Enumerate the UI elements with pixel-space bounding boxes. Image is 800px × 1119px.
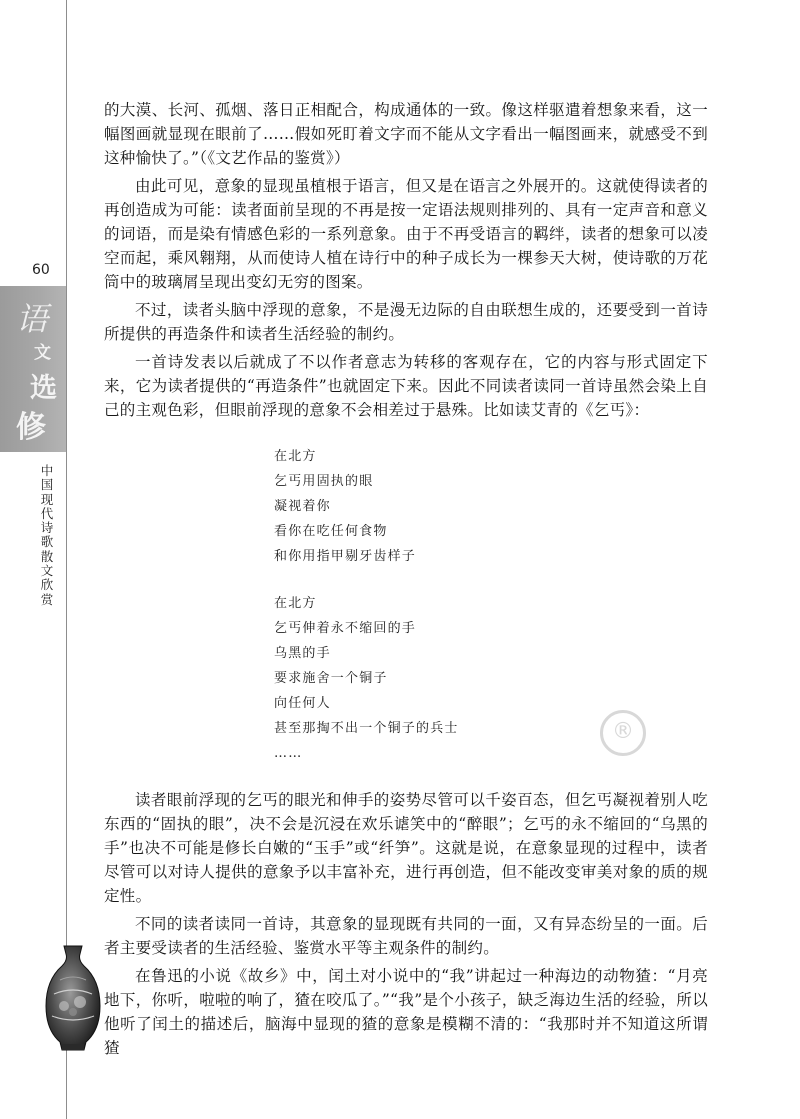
poem-line: 乞丐伸着永不缩回的手 <box>274 621 417 636</box>
poem-line: 看你在吃任何食物 <box>274 524 388 539</box>
paragraph: 不同的读者读同一首诗，其意象的显现既有共同的一面，又有异态纷呈的一面。后者主要受读者的生活经验、鉴赏水平等主观条件的制约。 <box>104 915 708 957</box>
book-side-title <box>37 464 57 607</box>
section-tab-char: 文 <box>34 343 51 363</box>
poem-line: 乌黑的手 <box>274 646 331 661</box>
section-tab-char: 修 <box>16 410 46 445</box>
paragraph: 在鲁迅的小说《故乡》中，闰土对小说中的“我”讲起过一种海边的动物猹：“月亮地下，你听，啦啦的响了，猹在咬瓜了。”“我”是个小孩子，缺乏海边生活的经验，所以他听了闰土的描述后，脑海中显现的猹的意象是模糊不清的：“我那时并不知道这所谓猹 <box>104 967 708 1057</box>
poem-line: 在北方 <box>274 449 317 464</box>
paragraph: 由此可见，意象的显现虽植根于语言，但又是在语言之外展开的。这就使得读者的再创造成为可能：读者面前呈现的不再是按一定语法规则排列的、具有一定声音和意义的词语，而是染有情感色彩的一系列意象。由于不再受语言的羁绊，读者的想象可以凌空而起，乘风翱翔，从而使诗人植在诗行中的种子成长为一棵参天大树，使诗歌的万花筒中的玻璃屑呈现出变幻无穷的图案。 <box>104 177 708 291</box>
side-title-char: 散 <box>40 548 54 564</box>
page-number: 60 <box>32 262 50 278</box>
poem-line: 甚至那掏不出一个铜子的兵士 <box>274 721 459 736</box>
side-title-char: 文 <box>40 563 54 579</box>
poem-line: 和你用指甲剔牙齿样子 <box>274 549 417 564</box>
section-tab-char: 语 <box>16 300 49 338</box>
side-title-char: 歌 <box>40 534 54 550</box>
paragraph: 不过，读者头脑中浮现的意象，不是漫无边际的自由联想生成的，还要受到一首诗所提供的再造条件和读者生活经验的制约。 <box>104 301 708 343</box>
side-title-char: 欣 <box>40 577 54 593</box>
side-title-char: 代 <box>40 505 54 521</box>
side-title-char: 赏 <box>40 591 54 607</box>
registered-mark-icon: ® <box>600 710 646 756</box>
poem-line: 在北方 <box>274 596 317 611</box>
vase-illustration <box>40 944 106 1054</box>
side-title-char: 国 <box>40 477 54 493</box>
poem-line: 凝视着你 <box>274 499 331 514</box>
poem-line: 要求施舍一个铜子 <box>274 671 388 686</box>
paragraph: 一首诗发表以后就成了不以作者意志为转移的客观存在，它的内容与形式固定下来，它为读者提供的“再造条件”也就固定下来。因此不同读者读同一首诗虽然会染上自己的主观色彩，但眼前浮现的意象不会相差过于悬殊。比如读艾青的《乞丐》： <box>104 353 708 419</box>
poem-quote <box>274 444 708 766</box>
poem-line: 乞丐用固执的眼 <box>274 474 374 489</box>
paragraph: 读者眼前浮现的乞丐的眼光和伸手的姿势尽管可以千姿百态，但乞丐凝视着别人吃东西的“固执的眼”，决不会是沉浸在欢乐谑笑中的“醉眼”；乞丐的永不缩回的“乌黑的手”也决不可能是修长白嫩的“玉手”或“纤笋”。这就是说，在意象显现的过程中，读者尽管可以对诗人提供的意象予以丰富补充，进行再创造，但不能改变审美对象的质的规定性。 <box>104 791 708 905</box>
side-title-char: 现 <box>40 491 54 507</box>
stanza-gap <box>274 569 708 591</box>
paragraph: 的大漠、长河、孤烟、落日正相配合，构成通体的一致。像这样驱遣着想象来看，这一幅图画就显现在眼前了……假如死盯着文字而不能从文字看出一幅图画来，就感受不到这种愉快了。”（《文艺作品的鉴赏》） <box>104 101 708 167</box>
body-text <box>104 98 708 1064</box>
poem-line: …… <box>274 746 303 761</box>
poem-line: 向任何人 <box>274 696 331 711</box>
side-title-char: 诗 <box>40 520 54 536</box>
section-tab-char: 选 <box>30 373 57 404</box>
side-title-char: 中 <box>40 463 54 478</box>
section-tab <box>0 286 66 452</box>
